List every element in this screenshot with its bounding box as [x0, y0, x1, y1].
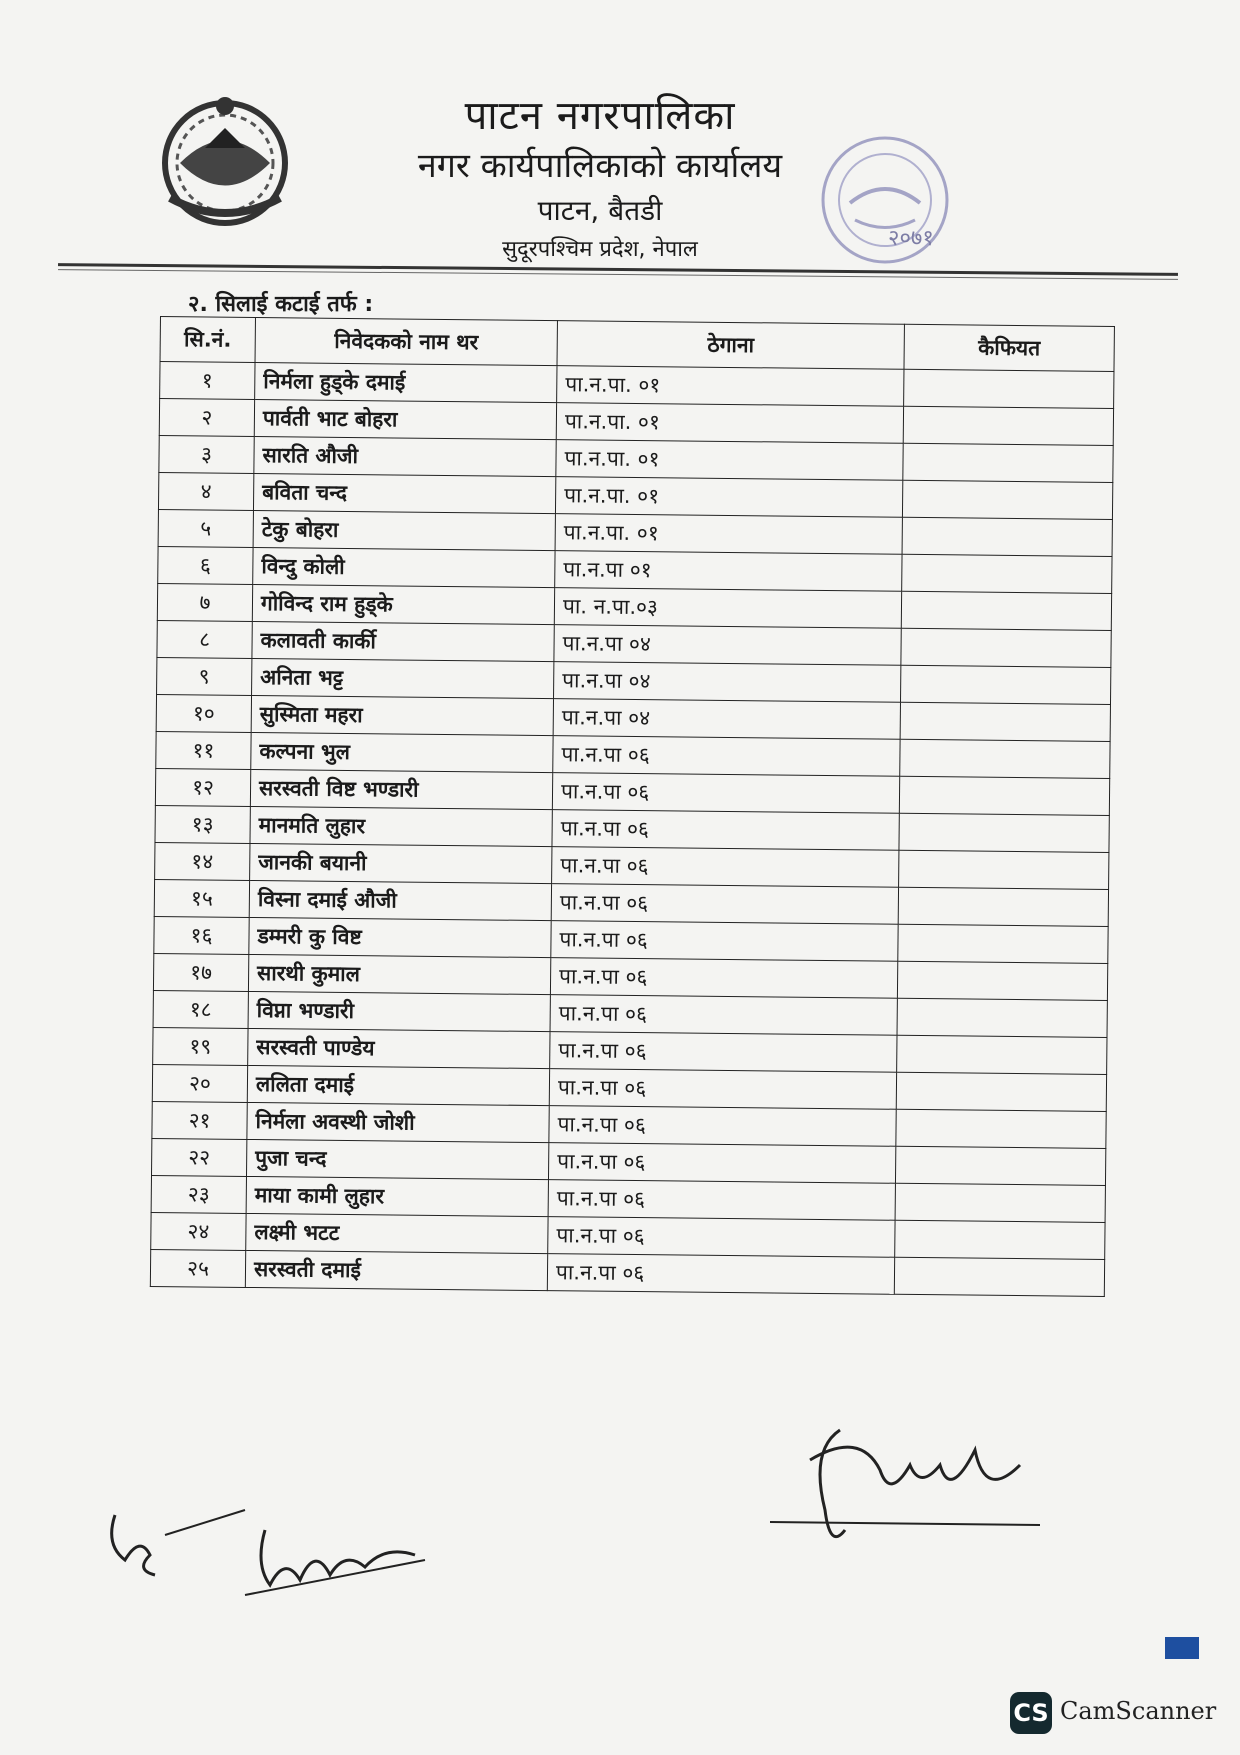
row-name: निर्मला अवस्थी जोशी	[247, 1102, 549, 1142]
province-country: सुदूरपश्चिम प्रदेश, नेपाल	[502, 237, 698, 262]
municipality-name: पाटन नगरपालिका	[464, 93, 736, 139]
nepal-emblem-icon	[150, 88, 300, 238]
row-name: विस्ना दमाई औजी	[249, 880, 551, 920]
row-serial: ११	[156, 731, 251, 769]
row-remarks	[896, 1072, 1106, 1111]
row-remarks	[902, 517, 1112, 556]
row-serial: २०	[152, 1064, 247, 1102]
signature-right	[770, 1410, 1100, 1560]
signature-left	[95, 1475, 435, 1605]
row-address: पा.न.पा. ०१	[556, 403, 903, 444]
scan-edge-mark	[1165, 1637, 1199, 1659]
col-address: ठेगाना	[557, 321, 904, 370]
row-serial: १	[160, 362, 255, 400]
row-address: पा.न.पा ०६	[552, 810, 899, 851]
office-name: नगर कार्यपालिकाको कार्यालय	[417, 146, 783, 186]
row-name: गोविन्द राम हुड्के	[252, 584, 554, 624]
row-address: पा.न.पा ०६	[552, 773, 899, 814]
row-serial: १०	[156, 694, 251, 732]
row-name: सारति औजी	[254, 436, 556, 476]
row-address: पा.न.पा ०६	[550, 995, 897, 1036]
row-serial: १४	[155, 842, 250, 880]
row-remarks	[897, 1035, 1107, 1074]
section-title: २. सिलाई कटाई तर्फ :	[188, 292, 374, 317]
row-name: अनिता भट्ट	[252, 658, 554, 698]
row-address: पा.न.पा ०६	[548, 1143, 895, 1184]
row-remarks	[894, 1257, 1104, 1296]
row-serial: ६	[158, 546, 253, 584]
row-name: सरस्वती दमाई	[245, 1250, 547, 1290]
row-name: पुजा चन्द	[246, 1139, 548, 1179]
camscanner-watermark: CamScanner	[1060, 1697, 1217, 1725]
row-remarks	[898, 887, 1108, 926]
row-name: कल्पना भुल	[251, 732, 553, 772]
row-address: पा.न.पा ०६	[547, 1254, 894, 1295]
row-serial: २२	[151, 1138, 246, 1176]
row-serial: १३	[155, 805, 250, 843]
row-address: पा.न.पा. ०१	[555, 477, 902, 518]
row-remarks	[899, 850, 1109, 889]
row-remarks	[903, 406, 1113, 445]
row-name: मानमति लुहार	[250, 806, 552, 846]
row-name: विप्ना भण्डारी	[248, 991, 550, 1031]
row-name: सरस्वती पाण्डेय	[248, 1028, 550, 1068]
row-name: सारथी कुमाल	[248, 954, 550, 994]
row-serial: ७	[157, 583, 252, 621]
row-name: टेकु बोहरा	[253, 510, 555, 550]
row-remarks	[901, 628, 1111, 667]
row-remarks	[902, 554, 1112, 593]
row-remarks	[895, 1146, 1105, 1185]
row-address: पा.न.पा ०६	[549, 1106, 896, 1147]
row-name: पार्वती भाट बोहरा	[254, 399, 556, 439]
row-remarks	[897, 961, 1107, 1000]
row-address: पा.न.पा. ०१	[556, 440, 903, 481]
row-remarks	[903, 443, 1113, 482]
row-remarks	[899, 813, 1109, 852]
row-serial: ९	[157, 657, 252, 695]
row-name: लक्ष्मी भटट	[246, 1213, 548, 1253]
row-remarks	[901, 591, 1111, 630]
row-serial: १७	[153, 953, 248, 991]
row-address: पा.न.पा. ०१	[555, 514, 902, 555]
row-name: सुस्मिता महरा	[251, 695, 553, 735]
row-remarks	[900, 739, 1110, 778]
row-name: जानकी बयानी	[250, 843, 552, 883]
col-remarks: कैफियत	[904, 324, 1114, 371]
row-address: पा.न.पा ०४	[554, 662, 901, 703]
row-name: सरस्वती विष्ट भण्डारी	[250, 769, 552, 809]
row-serial: १८	[153, 990, 248, 1028]
row-address: पा.न.पा ०६	[550, 958, 897, 999]
applicant-table	[150, 316, 1115, 1297]
row-address: पा.न.पा ०६	[551, 884, 898, 925]
row-remarks	[897, 998, 1107, 1037]
stamp-year: २०७१	[888, 226, 934, 251]
row-remarks	[904, 369, 1114, 408]
row-address: पा.न.पा ०१	[555, 551, 902, 592]
row-serial: २५	[150, 1249, 245, 1287]
row-remarks	[900, 702, 1110, 741]
row-remarks	[902, 480, 1112, 519]
row-address: पा.न.पा ०६	[548, 1217, 895, 1258]
row-serial: ८	[157, 620, 252, 658]
row-serial: ५	[158, 509, 253, 547]
row-remarks	[900, 665, 1110, 704]
row-serial: ४	[158, 472, 253, 510]
row-address: पा.न.पा ०६	[551, 921, 898, 962]
row-remarks	[895, 1220, 1105, 1259]
row-serial: १६	[154, 916, 249, 954]
row-serial: १५	[154, 879, 249, 917]
row-serial: ३	[159, 435, 254, 473]
row-name: विन्दु कोली	[253, 547, 555, 587]
row-remarks	[896, 1109, 1106, 1148]
row-address: पा.न.पा ०६	[548, 1180, 895, 1221]
row-remarks	[895, 1183, 1105, 1222]
office-location: पाटन, बैतडी	[537, 194, 663, 227]
row-serial: १२	[155, 768, 250, 806]
row-name: बविता चन्द	[253, 473, 555, 513]
row-address: पा.न.पा. ०१	[557, 366, 904, 407]
row-serial: २४	[151, 1212, 246, 1250]
row-serial: १९	[153, 1027, 248, 1065]
row-address: पा.न.पा ०४	[554, 625, 901, 666]
row-serial: २३	[151, 1175, 246, 1213]
row-name: माया कामी लुहार	[246, 1176, 548, 1216]
row-name: निर्मला हुड्के दमाई	[255, 362, 557, 402]
row-serial: २१	[152, 1101, 247, 1139]
row-remarks	[898, 924, 1108, 963]
office-stamp	[810, 125, 960, 275]
row-address: पा. न.पा.०३	[554, 588, 901, 629]
row-address: पा.न.पा ०६	[549, 1069, 896, 1110]
row-name: ललिता दमाई	[247, 1065, 549, 1105]
col-serial: सि.नं.	[160, 317, 255, 363]
row-address: पा.न.पा ०४	[553, 699, 900, 740]
row-serial: २	[159, 399, 254, 437]
col-name: निवेदकको नाम थर	[255, 318, 557, 366]
camscanner-logo-icon: CS	[1010, 1692, 1052, 1734]
row-address: पा.न.पा ०६	[550, 1032, 897, 1073]
row-name: कलावती कार्की	[252, 621, 554, 661]
row-name: डम्मरी कु विष्ट	[249, 917, 551, 957]
row-remarks	[899, 776, 1109, 815]
row-address: पा.न.पा ०६	[553, 736, 900, 777]
row-address: पा.न.पा ०६	[552, 847, 899, 888]
